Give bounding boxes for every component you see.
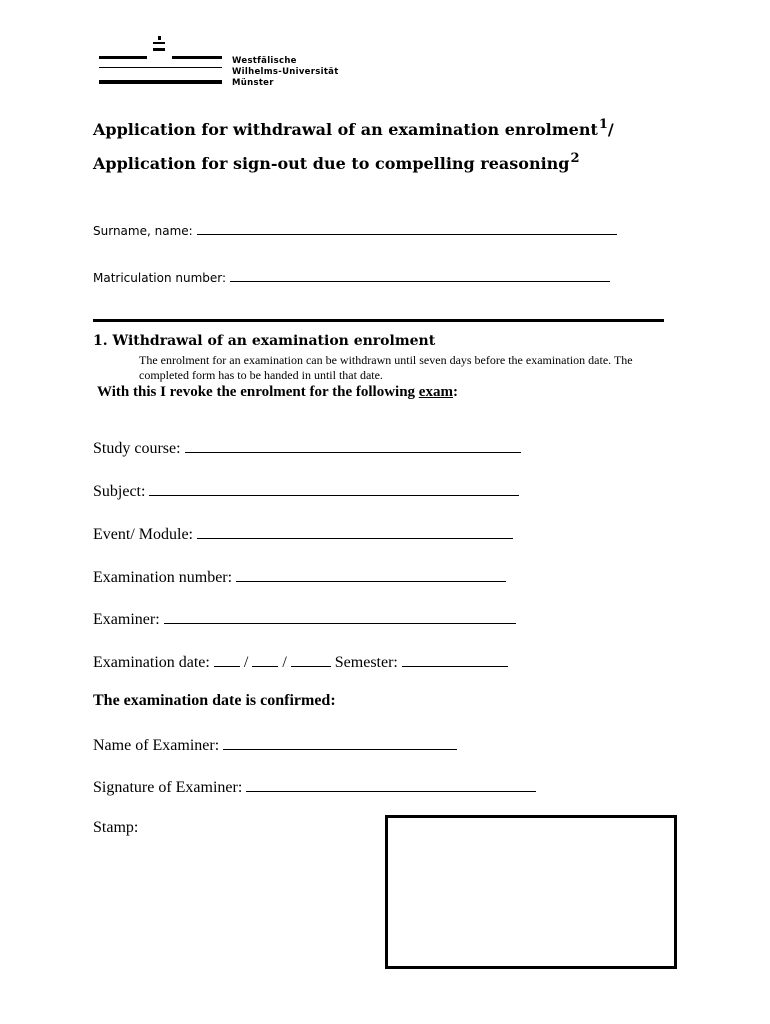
study-course-input-line[interactable]	[185, 438, 521, 453]
subject-input-line[interactable]	[149, 481, 519, 496]
footnote-marker: 2	[570, 151, 580, 166]
semester-input-line[interactable]	[402, 652, 508, 667]
examiner-name-label: Name of Examiner:	[93, 737, 220, 754]
examiner-input-line[interactable]	[164, 609, 516, 624]
page-title-line1	[93, 117, 614, 139]
logo-bar	[172, 56, 222, 59]
section-heading: 1. Withdrawal of an examination enrolment	[93, 333, 436, 349]
section-divider	[93, 319, 664, 322]
logo-bar	[99, 80, 222, 84]
title-text: Application for sign-out due to compelling reasoning	[93, 154, 570, 173]
examiner-label: Examiner:	[93, 611, 160, 628]
logo-bar	[99, 67, 222, 68]
stamp-box[interactable]	[385, 815, 677, 969]
revoke-prefix: With this I revoke the enrolment for the following	[97, 384, 419, 400]
surname-input-line[interactable]	[197, 222, 617, 235]
logo-text-line1: Westfälische	[232, 56, 297, 66]
title-separator: /	[607, 120, 614, 139]
exam-number-input-line[interactable]	[236, 567, 506, 582]
revoke-suffix: :	[452, 384, 458, 400]
logo-bar	[158, 36, 161, 40]
exam-date-field[interactable]	[93, 652, 508, 672]
examiner-name-input-line[interactable]	[223, 735, 457, 750]
exam-number-label: Examination number:	[93, 569, 233, 586]
examiner-field[interactable]	[93, 609, 516, 629]
logo-text-line3: Münster	[232, 78, 274, 88]
exam-date-month-line[interactable]	[252, 652, 278, 667]
exam-number-field[interactable]	[93, 567, 506, 587]
matriculation-input-line[interactable]	[230, 269, 610, 282]
logo-text-line2: Wilhelms-Universität	[232, 67, 339, 77]
footnote-marker: 1	[598, 117, 608, 132]
date-separator: /	[243, 654, 249, 671]
event-module-label: Event/ Module:	[93, 526, 193, 543]
logo-bar	[99, 56, 147, 59]
exam-date-label: Examination date:	[93, 654, 210, 671]
stamp-label: Stamp:	[93, 819, 139, 836]
revoke-underlined: exam	[418, 384, 453, 400]
matriculation-field[interactable]	[93, 269, 610, 285]
examiner-signature-label: Signature of Examiner:	[93, 779, 243, 796]
section-note: The enrolment for an examination can be withdrawn until seven days before the examination date. The completed form has to be handed in until that date.	[139, 353, 633, 382]
examiner-signature-input-line[interactable]	[246, 777, 536, 792]
event-module-field[interactable]	[93, 524, 513, 544]
revoke-statement	[97, 384, 458, 401]
confirmation-heading: The examination date is confirmed:	[93, 692, 336, 709]
logo-bar	[153, 42, 165, 44]
examiner-name-field[interactable]	[93, 735, 457, 755]
examiner-signature-field[interactable]	[93, 777, 536, 797]
subject-field[interactable]	[93, 481, 519, 501]
exam-date-year-line[interactable]	[291, 652, 331, 667]
surname-field[interactable]	[93, 222, 617, 238]
semester-label: Semester:	[334, 654, 398, 671]
surname-label: Surname, name:	[93, 224, 193, 238]
page-title-line2	[93, 151, 580, 173]
exam-date-day-line[interactable]	[214, 652, 240, 667]
matriculation-label: Matriculation number:	[93, 271, 227, 285]
study-course-label: Study course:	[93, 440, 181, 457]
subject-label: Subject:	[93, 483, 146, 500]
study-course-field[interactable]	[93, 438, 521, 458]
event-module-input-line[interactable]	[197, 524, 513, 539]
university-logo	[96, 34, 356, 90]
title-text: Application for withdrawal of an examination enrolment	[93, 120, 598, 139]
logo-bar	[153, 48, 165, 51]
date-separator: /	[282, 654, 287, 671]
